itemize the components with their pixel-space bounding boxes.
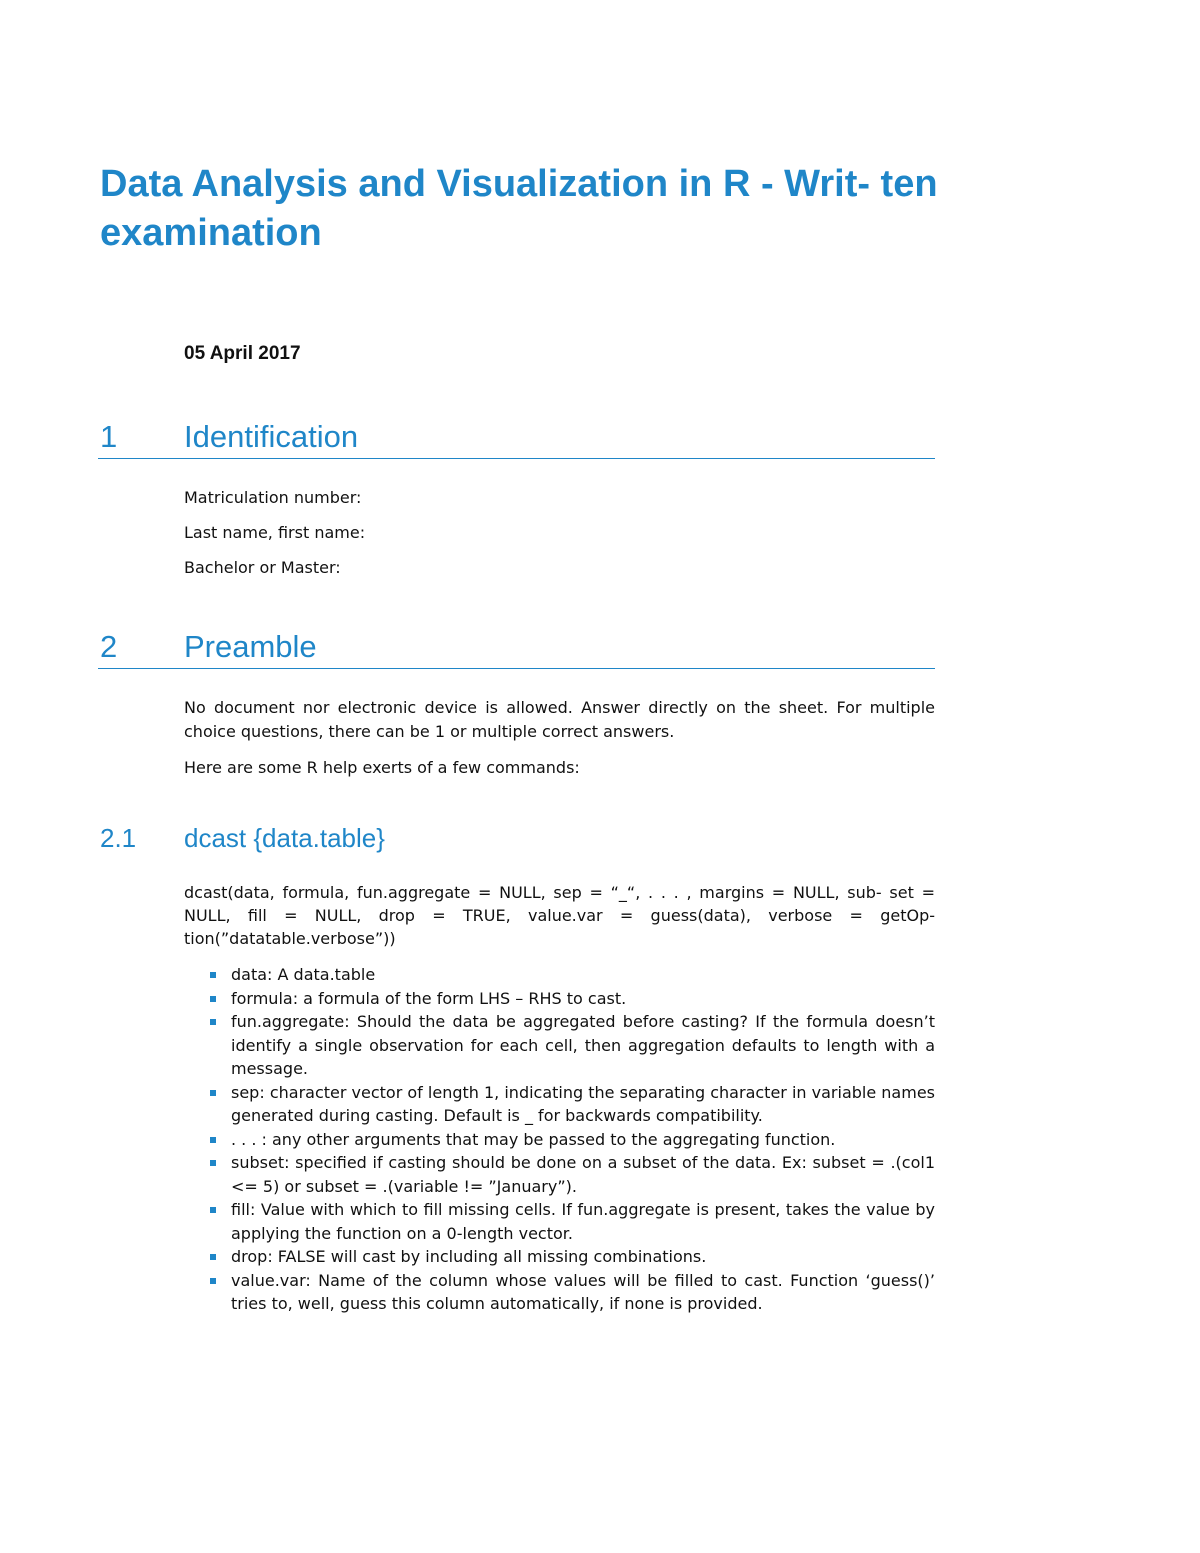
argument-text: sep: character vector of length 1, indicating the separating character in variable names generated during casting. Default is _ for backwards compatibility. [231, 1082, 935, 1125]
matriculation-number-label: Matriculation number: [184, 488, 362, 507]
argument-list [210, 963, 935, 1316]
square-bullet-icon [210, 1160, 216, 1166]
subsection-heading [98, 822, 935, 856]
subsection-number: 2.1 [100, 823, 137, 853]
section-preamble [98, 628, 935, 669]
square-bullet-icon [210, 996, 216, 1002]
argument-text: value.var: Name of the column whose values will be filled to cast. Function ‘guess()’ tries to, well, guess this column automatically, if none is provided. [231, 1270, 935, 1313]
argument-text: drop: FALSE will cast by including all missing combinations. [231, 1247, 707, 1266]
name-label: Last name, first name: [184, 523, 366, 542]
preamble-paragraph [184, 696, 935, 744]
square-bullet-icon [210, 1090, 216, 1096]
square-bullet-icon [210, 1254, 216, 1260]
preamble-intro-text: Here are some R help exerts of a few commands: [184, 758, 580, 777]
list-item [210, 1245, 935, 1269]
list-item [210, 1081, 935, 1128]
list-item [210, 1010, 935, 1081]
list-item [210, 987, 935, 1011]
argument-text: . . . : any other arguments that may be passed to the aggregating function. [231, 1129, 836, 1149]
argument-text: fun.aggregate: Should the data be aggregated before casting? If the formula doesn’t identify a single observation for each cell, then aggregation defaults to length with a message. [231, 1012, 935, 1078]
list-item [210, 1151, 935, 1198]
argument-text: data: A data.table [231, 965, 376, 984]
section-heading [98, 418, 935, 459]
document-title: Data Analysis and Visualization in R - Writ- ten examination [100, 163, 938, 254]
preamble-paragraph [184, 756, 935, 780]
square-bullet-icon [210, 1207, 216, 1213]
list-item [210, 963, 935, 987]
argument-text: subset: specified if casting should be done on a subset of the data. Ex: subset = .(col1 <= 5) or subset = .(variable != ”January”). [231, 1153, 935, 1196]
list-item [210, 1198, 935, 1245]
section-heading [98, 628, 935, 669]
square-bullet-icon [210, 1137, 216, 1143]
square-bullet-icon [210, 1278, 216, 1284]
square-bullet-icon [210, 1019, 216, 1025]
function-signature [184, 881, 935, 950]
subsection-title: dcast {data.table} [184, 823, 385, 853]
degree-label: Bachelor or Master: [184, 558, 341, 577]
argument-text: fill: Value with which to fill missing cells. If fun.aggregate is present, takes the value by applying the function on a 0-length vector. [231, 1200, 935, 1243]
list-item [210, 1269, 935, 1316]
preamble-text: No document nor electronic device is allowed. Answer directly on the sheet. For multiple choice questions, there can be 1 or multiple correct answers. [184, 698, 935, 741]
document-date: 05 April 2017 [184, 343, 301, 364]
argument-text: formula: a formula of the form LHS – RHS to cast. [231, 988, 627, 1008]
section-number: 2 [100, 629, 118, 664]
section-number: 1 [100, 419, 118, 454]
section-title: Preamble [184, 629, 317, 664]
square-bullet-icon [210, 972, 216, 978]
section-identification [98, 418, 935, 459]
section-title: Identification [184, 419, 359, 454]
dcast-signature: dcast(data, formula, fun.aggregate = NULL, sep = “_“, . . . , margins = NULL, sub- set = NULL, fill = NULL, drop = TRUE, value.var = guess(data), verbose = getOp- tion(”datatable.verbose”)) [184, 883, 935, 948]
list-item [210, 1128, 935, 1152]
